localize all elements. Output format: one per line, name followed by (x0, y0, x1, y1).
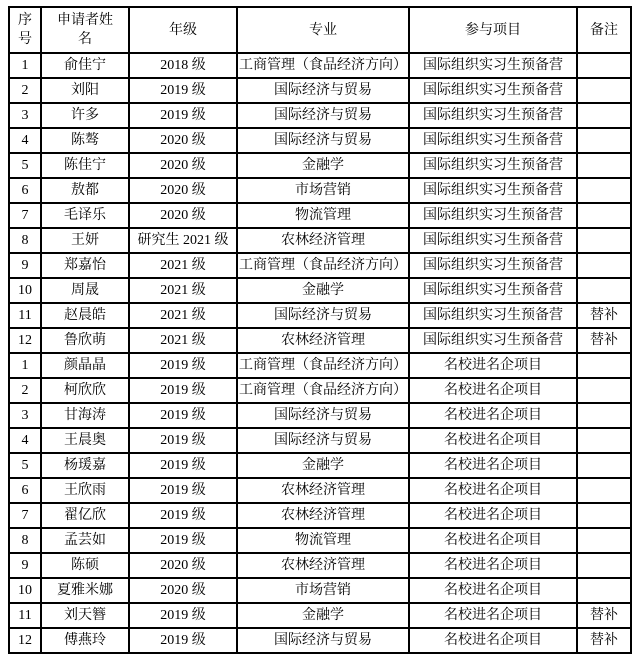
cell-note (577, 553, 631, 578)
cell-major: 物流管理 (237, 528, 409, 553)
cell-name: 夏雅米娜 (41, 578, 129, 603)
cell-name: 柯欣欣 (41, 378, 129, 403)
table-row (9, 578, 631, 603)
cell-seq: 4 (9, 428, 41, 453)
cell-grade: 2019 级 (129, 503, 237, 528)
table-row (9, 153, 631, 178)
cell-note (577, 478, 631, 503)
cell-name: 颜晶晶 (41, 353, 129, 378)
cell-seq: 4 (9, 128, 41, 153)
cell-project: 国际组织实习生预备营 (409, 128, 577, 153)
cell-grade: 2021 级 (129, 328, 237, 353)
cell-grade: 2019 级 (129, 428, 237, 453)
cell-note: 替补 (577, 303, 631, 328)
cell-project: 名校进名企项目 (409, 428, 577, 453)
cell-name: 翟亿欣 (41, 503, 129, 528)
cell-project: 名校进名企项目 (409, 528, 577, 553)
cell-grade: 2020 级 (129, 203, 237, 228)
cell-seq: 2 (9, 378, 41, 403)
cell-note (577, 278, 631, 303)
cell-name: 敖都 (41, 178, 129, 203)
cell-grade: 2019 级 (129, 453, 237, 478)
cell-grade: 2021 级 (129, 253, 237, 278)
cell-note (577, 153, 631, 178)
cell-major: 农林经济管理 (237, 553, 409, 578)
cell-grade: 研究生 2021 级 (129, 228, 237, 253)
cell-note (577, 503, 631, 528)
cell-seq: 2 (9, 78, 41, 103)
cell-grade: 2019 级 (129, 378, 237, 403)
cell-note (577, 353, 631, 378)
cell-grade: 2020 级 (129, 553, 237, 578)
header-seq-line1: 序 (18, 13, 32, 28)
cell-project: 名校进名企项目 (409, 378, 577, 403)
cell-note (577, 203, 631, 228)
cell-project: 名校进名企项目 (409, 553, 577, 578)
cell-major: 国际经济与贸易 (237, 428, 409, 453)
cell-note (577, 178, 631, 203)
header-grade (129, 7, 237, 53)
cell-major: 农林经济管理 (237, 478, 409, 503)
cell-seq: 8 (9, 228, 41, 253)
cell-seq: 10 (9, 578, 41, 603)
cell-grade: 2021 级 (129, 303, 237, 328)
cell-project: 国际组织实习生预备营 (409, 153, 577, 178)
applicants-table (8, 6, 632, 654)
cell-seq: 6 (9, 478, 41, 503)
cell-grade: 2019 级 (129, 478, 237, 503)
cell-name: 俞佳宁 (41, 53, 129, 78)
cell-note (577, 428, 631, 453)
header-note-line1: 备注 (590, 22, 618, 38)
cell-note (577, 253, 631, 278)
cell-grade: 2020 级 (129, 128, 237, 153)
header-grade-line1: 年级 (169, 22, 197, 38)
cell-seq: 1 (9, 353, 41, 378)
cell-project: 国际组织实习生预备营 (409, 178, 577, 203)
cell-note (577, 528, 631, 553)
header-note (577, 7, 631, 53)
cell-note (577, 403, 631, 428)
cell-grade: 2019 级 (129, 353, 237, 378)
header-seq-line2: 号 (18, 32, 32, 47)
cell-name: 陈硕 (41, 553, 129, 578)
cell-grade: 2019 级 (129, 528, 237, 553)
cell-project: 国际组织实习生预备营 (409, 53, 577, 78)
header-row (9, 7, 631, 53)
cell-major: 工商管理（食品经济方向） (237, 353, 409, 378)
cell-major: 国际经济与贸易 (237, 303, 409, 328)
cell-project: 国际组织实习生预备营 (409, 253, 577, 278)
cell-project: 名校进名企项目 (409, 628, 577, 653)
header-applicant-name (41, 7, 129, 53)
table-row (9, 103, 631, 128)
cell-seq: 3 (9, 403, 41, 428)
table-row (9, 253, 631, 278)
cell-project: 国际组织实习生预备营 (409, 203, 577, 228)
table-row (9, 603, 631, 628)
cell-note (577, 128, 631, 153)
cell-major: 金融学 (237, 453, 409, 478)
cell-major: 国际经济与贸易 (237, 78, 409, 103)
cell-grade: 2019 级 (129, 78, 237, 103)
table-row (9, 453, 631, 478)
cell-grade: 2020 级 (129, 578, 237, 603)
cell-major: 农林经济管理 (237, 228, 409, 253)
cell-grade: 2021 级 (129, 278, 237, 303)
table-row (9, 178, 631, 203)
header-seq (9, 7, 41, 53)
cell-note (577, 53, 631, 78)
cell-seq: 12 (9, 628, 41, 653)
cell-grade: 2019 级 (129, 103, 237, 128)
table-row (9, 128, 631, 153)
header-applicant-name-line1: 申请者姓 (57, 13, 113, 28)
table-row (9, 328, 631, 353)
table-row (9, 228, 631, 253)
table-row (9, 378, 631, 403)
cell-seq: 11 (9, 303, 41, 328)
cell-grade: 2019 级 (129, 403, 237, 428)
cell-seq: 3 (9, 103, 41, 128)
cell-major: 农林经济管理 (237, 503, 409, 528)
cell-project: 国际组织实习生预备营 (409, 328, 577, 353)
cell-name: 傅燕玲 (41, 628, 129, 653)
cell-major: 农林经济管理 (237, 328, 409, 353)
cell-name: 王妍 (41, 228, 129, 253)
cell-seq: 8 (9, 528, 41, 553)
cell-major: 金融学 (237, 278, 409, 303)
cell-grade: 2019 级 (129, 628, 237, 653)
cell-name: 刘阳 (41, 78, 129, 103)
cell-name: 赵晨皓 (41, 303, 129, 328)
header-major-line1: 专业 (309, 22, 337, 38)
cell-name: 刘天簪 (41, 603, 129, 628)
table-row (9, 628, 631, 653)
cell-note (577, 103, 631, 128)
cell-project: 国际组织实习生预备营 (409, 228, 577, 253)
cell-name: 甘海涛 (41, 403, 129, 428)
cell-major: 市场营销 (237, 578, 409, 603)
cell-seq: 10 (9, 278, 41, 303)
cell-seq: 1 (9, 53, 41, 78)
cell-grade: 2019 级 (129, 603, 237, 628)
table-header (9, 7, 631, 53)
cell-seq: 7 (9, 503, 41, 528)
cell-note: 替补 (577, 603, 631, 628)
cell-seq: 7 (9, 203, 41, 228)
table-row (9, 478, 631, 503)
cell-seq: 9 (9, 253, 41, 278)
table-row (9, 203, 631, 228)
cell-project: 名校进名企项目 (409, 478, 577, 503)
cell-major: 国际经济与贸易 (237, 128, 409, 153)
cell-project: 国际组织实习生预备营 (409, 103, 577, 128)
cell-seq: 5 (9, 153, 41, 178)
cell-note: 替补 (577, 628, 631, 653)
cell-name: 杨瑗嘉 (41, 453, 129, 478)
cell-name: 周晟 (41, 278, 129, 303)
cell-major: 金融学 (237, 153, 409, 178)
cell-note (577, 578, 631, 603)
cell-name: 郑嘉怡 (41, 253, 129, 278)
table-row (9, 428, 631, 453)
cell-name: 王晨奥 (41, 428, 129, 453)
cell-project: 名校进名企项目 (409, 603, 577, 628)
table-row (9, 303, 631, 328)
table-row (9, 278, 631, 303)
cell-grade: 2020 级 (129, 178, 237, 203)
cell-major: 物流管理 (237, 203, 409, 228)
cell-major: 工商管理（食品经济方向） (237, 253, 409, 278)
header-project (409, 7, 577, 53)
cell-note (577, 78, 631, 103)
cell-name: 孟芸如 (41, 528, 129, 553)
cell-name: 陈佳宁 (41, 153, 129, 178)
cell-name: 王欣雨 (41, 478, 129, 503)
cell-major: 工商管理（食品经济方向） (237, 378, 409, 403)
cell-project: 国际组织实习生预备营 (409, 78, 577, 103)
table-row (9, 78, 631, 103)
cell-note (577, 378, 631, 403)
cell-grade: 2020 级 (129, 153, 237, 178)
cell-major: 市场营销 (237, 178, 409, 203)
cell-project: 国际组织实习生预备营 (409, 278, 577, 303)
cell-major: 国际经济与贸易 (237, 628, 409, 653)
cell-project: 名校进名企项目 (409, 353, 577, 378)
cell-note (577, 228, 631, 253)
table-row (9, 503, 631, 528)
cell-project: 名校进名企项目 (409, 503, 577, 528)
table-row (9, 53, 631, 78)
cell-project: 名校进名企项目 (409, 578, 577, 603)
table-row (9, 528, 631, 553)
cell-name: 许多 (41, 103, 129, 128)
table-body (9, 53, 631, 653)
cell-project: 名校进名企项目 (409, 403, 577, 428)
cell-name: 鲁欣萌 (41, 328, 129, 353)
header-major (237, 7, 409, 53)
table-row (9, 353, 631, 378)
cell-major: 金融学 (237, 603, 409, 628)
cell-major: 国际经济与贸易 (237, 403, 409, 428)
cell-seq: 6 (9, 178, 41, 203)
cell-project: 国际组织实习生预备营 (409, 303, 577, 328)
cell-seq: 12 (9, 328, 41, 353)
header-project-line1: 参与项目 (465, 22, 521, 38)
cell-project: 名校进名企项目 (409, 453, 577, 478)
table-row (9, 553, 631, 578)
cell-seq: 5 (9, 453, 41, 478)
cell-grade: 2018 级 (129, 53, 237, 78)
cell-note (577, 453, 631, 478)
cell-name: 毛译乐 (41, 203, 129, 228)
cell-major: 工商管理（食品经济方向） (237, 53, 409, 78)
cell-note: 替补 (577, 328, 631, 353)
cell-name: 陈骜 (41, 128, 129, 153)
cell-major: 国际经济与贸易 (237, 103, 409, 128)
table-row (9, 403, 631, 428)
header-applicant-name-line2: 名 (78, 32, 92, 47)
cell-seq: 9 (9, 553, 41, 578)
cell-seq: 11 (9, 603, 41, 628)
